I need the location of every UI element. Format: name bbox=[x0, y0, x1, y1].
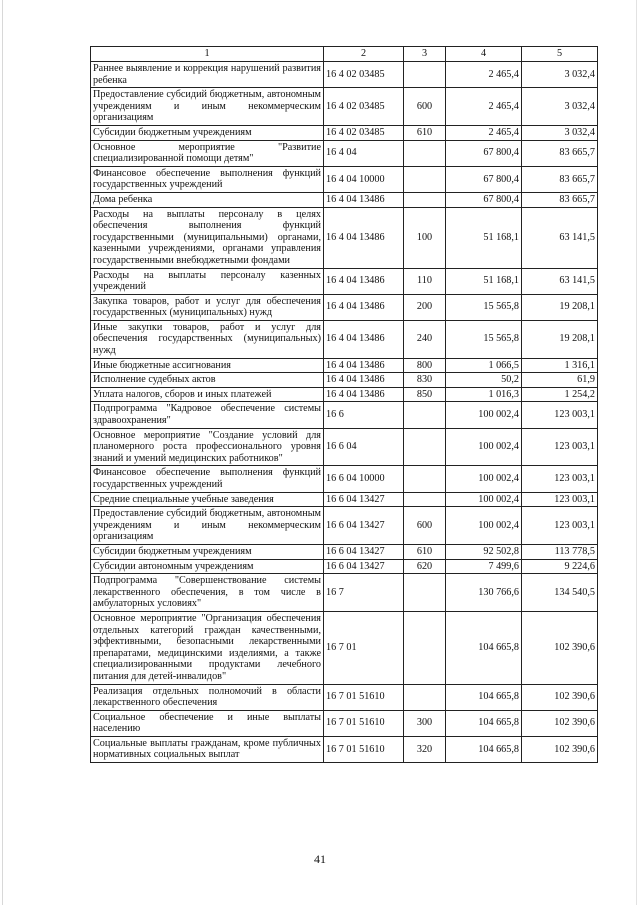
row-code-cell: 16 4 04 13486 bbox=[324, 358, 404, 373]
row-code-cell: 16 4 04 10000 bbox=[324, 166, 404, 192]
table-row bbox=[91, 166, 598, 192]
row-amount-1-cell: 67 800,4 bbox=[446, 140, 522, 166]
row-amount-1-cell: 1 066,5 bbox=[446, 358, 522, 373]
column-header-code: 2 bbox=[324, 47, 404, 62]
row-code-cell: 16 4 04 bbox=[324, 140, 404, 166]
row-expense-type-cell bbox=[404, 166, 446, 192]
row-name-cell: Подпрограмма "Совершенствование системы лекарственного обеспечения, в том числе в амбулаторных условиях" bbox=[91, 574, 324, 612]
row-amount-2-cell: 1 254,2 bbox=[522, 387, 598, 402]
row-amount-2-cell: 83 665,7 bbox=[522, 140, 598, 166]
row-amount-2-cell: 3 032,4 bbox=[522, 62, 598, 88]
row-amount-1-cell: 2 465,4 bbox=[446, 62, 522, 88]
row-amount-2-cell: 19 208,1 bbox=[522, 320, 598, 358]
page-number: 41 bbox=[314, 852, 326, 866]
table-row bbox=[91, 387, 598, 402]
row-code-cell: 16 4 02 03485 bbox=[324, 88, 404, 126]
row-amount-1-cell: 92 502,8 bbox=[446, 544, 522, 559]
row-amount-2-cell: 83 665,7 bbox=[522, 192, 598, 207]
row-amount-2-cell: 3 032,4 bbox=[522, 88, 598, 126]
table-row bbox=[91, 736, 598, 762]
row-name-cell: Реализация отдельных полномочий в области лекарственного обеспечения bbox=[91, 684, 324, 710]
row-amount-2-cell: 123 003,1 bbox=[522, 507, 598, 545]
row-expense-type-cell: 200 bbox=[404, 294, 446, 320]
row-amount-2-cell: 123 003,1 bbox=[522, 492, 598, 507]
row-name-cell: Финансовое обеспечение выполнения функций государственных учреждений bbox=[91, 166, 324, 192]
column-number-row bbox=[91, 47, 598, 62]
row-amount-2-cell: 83 665,7 bbox=[522, 166, 598, 192]
row-name-cell: Иные бюджетные ассигнования bbox=[91, 358, 324, 373]
row-name-cell: Дома ребенка bbox=[91, 192, 324, 207]
row-amount-2-cell: 102 390,6 bbox=[522, 710, 598, 736]
row-amount-1-cell: 100 002,4 bbox=[446, 466, 522, 492]
row-name-cell: Финансовое обеспечение выполнения функций государственных учреждений bbox=[91, 466, 324, 492]
row-code-cell: 16 4 04 13486 bbox=[324, 192, 404, 207]
row-code-cell: 16 4 02 03485 bbox=[324, 125, 404, 140]
row-name-cell: Средние специальные учебные заведения bbox=[91, 492, 324, 507]
row-amount-1-cell: 130 766,6 bbox=[446, 574, 522, 612]
row-amount-1-cell: 51 168,1 bbox=[446, 207, 522, 268]
row-amount-1-cell: 100 002,4 bbox=[446, 428, 522, 466]
row-expense-type-cell: 100 bbox=[404, 207, 446, 268]
table-row bbox=[91, 294, 598, 320]
row-amount-2-cell: 63 141,5 bbox=[522, 207, 598, 268]
column-header-amount-2: 5 bbox=[522, 47, 598, 62]
row-amount-1-cell: 50,2 bbox=[446, 373, 522, 388]
row-name-cell: Иные закупки товаров, работ и услуг для обеспечения государственных (муниципальных) нужд bbox=[91, 320, 324, 358]
column-header-amount-1: 4 bbox=[446, 47, 522, 62]
row-code-cell: 16 6 04 10000 bbox=[324, 466, 404, 492]
row-amount-1-cell: 100 002,4 bbox=[446, 507, 522, 545]
row-code-cell: 16 6 04 bbox=[324, 428, 404, 466]
row-amount-1-cell: 15 565,8 bbox=[446, 294, 522, 320]
table-row bbox=[91, 140, 598, 166]
row-code-cell: 16 4 04 13486 bbox=[324, 320, 404, 358]
row-code-cell: 16 6 04 13427 bbox=[324, 492, 404, 507]
table-row bbox=[91, 207, 598, 268]
row-code-cell: 16 4 04 13486 bbox=[324, 268, 404, 294]
row-code-cell: 16 4 04 13486 bbox=[324, 387, 404, 402]
row-amount-2-cell: 123 003,1 bbox=[522, 428, 598, 466]
table-row bbox=[91, 574, 598, 612]
row-code-cell: 16 7 01 51610 bbox=[324, 710, 404, 736]
row-name-cell: Социальное обеспечение и иные выплаты населению bbox=[91, 710, 324, 736]
row-amount-2-cell: 19 208,1 bbox=[522, 294, 598, 320]
row-amount-1-cell: 67 800,4 bbox=[446, 166, 522, 192]
row-name-cell: Субсидии бюджетным учреждениям bbox=[91, 125, 324, 140]
row-amount-1-cell: 104 665,8 bbox=[446, 611, 522, 684]
row-code-cell: 16 4 04 13486 bbox=[324, 207, 404, 268]
row-amount-1-cell: 104 665,8 bbox=[446, 710, 522, 736]
table-row bbox=[91, 402, 598, 428]
scan-edge-right bbox=[636, 0, 637, 905]
row-code-cell: 16 6 bbox=[324, 402, 404, 428]
row-code-cell: 16 4 04 13486 bbox=[324, 373, 404, 388]
table-row bbox=[91, 559, 598, 574]
table-row bbox=[91, 88, 598, 126]
row-amount-1-cell: 67 800,4 bbox=[446, 192, 522, 207]
row-amount-2-cell: 102 390,6 bbox=[522, 611, 598, 684]
row-amount-2-cell: 134 540,5 bbox=[522, 574, 598, 612]
row-expense-type-cell bbox=[404, 140, 446, 166]
table-row bbox=[91, 710, 598, 736]
row-name-cell: Основное мероприятие "Создание условий для планомерного роста профессионального уровня знаний и умений медицинских работников" bbox=[91, 428, 324, 466]
row-code-cell: 16 6 04 13427 bbox=[324, 544, 404, 559]
row-name-cell: Уплата налогов, сборов и иных платежей bbox=[91, 387, 324, 402]
row-amount-2-cell: 1 316,1 bbox=[522, 358, 598, 373]
column-header-expense-type: 3 bbox=[404, 47, 446, 62]
row-name-cell: Расходы на выплаты персоналу в целях обеспечения выполнения функций государственными (муниципальными) органами, казенными учреждениями, органами управления государственными внебюджетными фондами bbox=[91, 207, 324, 268]
row-amount-2-cell: 123 003,1 bbox=[522, 402, 598, 428]
table-row bbox=[91, 428, 598, 466]
row-name-cell: Основное мероприятие "Развитие специализированной помощи детям" bbox=[91, 140, 324, 166]
row-expense-type-cell bbox=[404, 611, 446, 684]
row-expense-type-cell: 620 bbox=[404, 559, 446, 574]
row-amount-1-cell: 100 002,4 bbox=[446, 492, 522, 507]
row-code-cell: 16 7 01 51610 bbox=[324, 684, 404, 710]
scan-edge-left bbox=[2, 0, 3, 905]
table-row bbox=[91, 684, 598, 710]
row-name-cell: Субсидии автономным учреждениям bbox=[91, 559, 324, 574]
row-amount-2-cell: 9 224,6 bbox=[522, 559, 598, 574]
row-expense-type-cell bbox=[404, 466, 446, 492]
row-amount-2-cell: 61,9 bbox=[522, 373, 598, 388]
row-amount-2-cell: 113 778,5 bbox=[522, 544, 598, 559]
row-expense-type-cell: 600 bbox=[404, 88, 446, 126]
table-header bbox=[91, 47, 598, 62]
table-row bbox=[91, 358, 598, 373]
row-expense-type-cell: 850 bbox=[404, 387, 446, 402]
row-name-cell: Подпрограмма "Кадровое обеспечение системы здравоохранения" bbox=[91, 402, 324, 428]
row-expense-type-cell bbox=[404, 492, 446, 507]
row-name-cell: Раннее выявление и коррекция нарушений развития ребенка bbox=[91, 62, 324, 88]
row-amount-1-cell: 2 465,4 bbox=[446, 125, 522, 140]
table-row bbox=[91, 544, 598, 559]
row-expense-type-cell: 610 bbox=[404, 125, 446, 140]
row-expense-type-cell: 300 bbox=[404, 710, 446, 736]
table-row bbox=[91, 125, 598, 140]
row-name-cell: Социальные выплаты гражданам, кроме публичных нормативных социальных выплат bbox=[91, 736, 324, 762]
row-amount-1-cell: 7 499,6 bbox=[446, 559, 522, 574]
table-row bbox=[91, 507, 598, 545]
column-header-name: 1 bbox=[91, 47, 324, 62]
row-expense-type-cell bbox=[404, 684, 446, 710]
row-name-cell: Исполнение судебных актов bbox=[91, 373, 324, 388]
row-amount-2-cell: 102 390,6 bbox=[522, 736, 598, 762]
table-row bbox=[91, 268, 598, 294]
row-expense-type-cell: 800 bbox=[404, 358, 446, 373]
row-amount-2-cell: 102 390,6 bbox=[522, 684, 598, 710]
row-expense-type-cell bbox=[404, 574, 446, 612]
table-row bbox=[91, 492, 598, 507]
row-expense-type-cell: 240 bbox=[404, 320, 446, 358]
row-code-cell: 16 6 04 13427 bbox=[324, 507, 404, 545]
row-amount-1-cell: 1 016,3 bbox=[446, 387, 522, 402]
row-expense-type-cell: 110 bbox=[404, 268, 446, 294]
row-name-cell: Закупка товаров, работ и услуг для обеспечения государственных (муниципальных) нужд bbox=[91, 294, 324, 320]
row-amount-2-cell: 3 032,4 bbox=[522, 125, 598, 140]
row-expense-type-cell bbox=[404, 192, 446, 207]
row-name-cell: Основное мероприятие "Организация обеспечения отдельных категорий граждан качественными, эффективными, безопасными лекарственными препаратами, медицинскими изделиями, а также специализированными продуктами лечебного питания для детей-инвалидов" bbox=[91, 611, 324, 684]
budget-table bbox=[90, 46, 598, 763]
row-expense-type-cell: 320 bbox=[404, 736, 446, 762]
row-expense-type-cell: 610 bbox=[404, 544, 446, 559]
row-amount-1-cell: 104 665,8 bbox=[446, 736, 522, 762]
row-code-cell: 16 6 04 13427 bbox=[324, 559, 404, 574]
row-expense-type-cell bbox=[404, 402, 446, 428]
row-expense-type-cell: 830 bbox=[404, 373, 446, 388]
row-amount-1-cell: 15 565,8 bbox=[446, 320, 522, 358]
row-code-cell: 16 7 bbox=[324, 574, 404, 612]
table-row bbox=[91, 62, 598, 88]
table-row bbox=[91, 373, 598, 388]
table-row bbox=[91, 192, 598, 207]
row-amount-1-cell: 2 465,4 bbox=[446, 88, 522, 126]
row-name-cell: Предоставление субсидий бюджетным, автономным учреждениям и иным некоммерческим организациям bbox=[91, 507, 324, 545]
row-name-cell: Предоставление субсидий бюджетным, автономным учреждениям и иным некоммерческим организациям bbox=[91, 88, 324, 126]
row-amount-1-cell: 104 665,8 bbox=[446, 684, 522, 710]
row-code-cell: 16 4 04 13486 bbox=[324, 294, 404, 320]
table-row bbox=[91, 466, 598, 492]
row-amount-1-cell: 100 002,4 bbox=[446, 402, 522, 428]
row-amount-2-cell: 123 003,1 bbox=[522, 466, 598, 492]
row-expense-type-cell bbox=[404, 428, 446, 466]
row-code-cell: 16 7 01 bbox=[324, 611, 404, 684]
table-row bbox=[91, 611, 598, 684]
table-body bbox=[91, 62, 598, 763]
row-expense-type-cell: 600 bbox=[404, 507, 446, 545]
row-code-cell: 16 4 02 03485 bbox=[324, 62, 404, 88]
row-amount-1-cell: 51 168,1 bbox=[446, 268, 522, 294]
row-amount-2-cell: 63 141,5 bbox=[522, 268, 598, 294]
row-expense-type-cell bbox=[404, 62, 446, 88]
row-name-cell: Расходы на выплаты персоналу казенных учреждений bbox=[91, 268, 324, 294]
row-code-cell: 16 7 01 51610 bbox=[324, 736, 404, 762]
table-row bbox=[91, 320, 598, 358]
row-name-cell: Субсидии бюджетным учреждениям bbox=[91, 544, 324, 559]
